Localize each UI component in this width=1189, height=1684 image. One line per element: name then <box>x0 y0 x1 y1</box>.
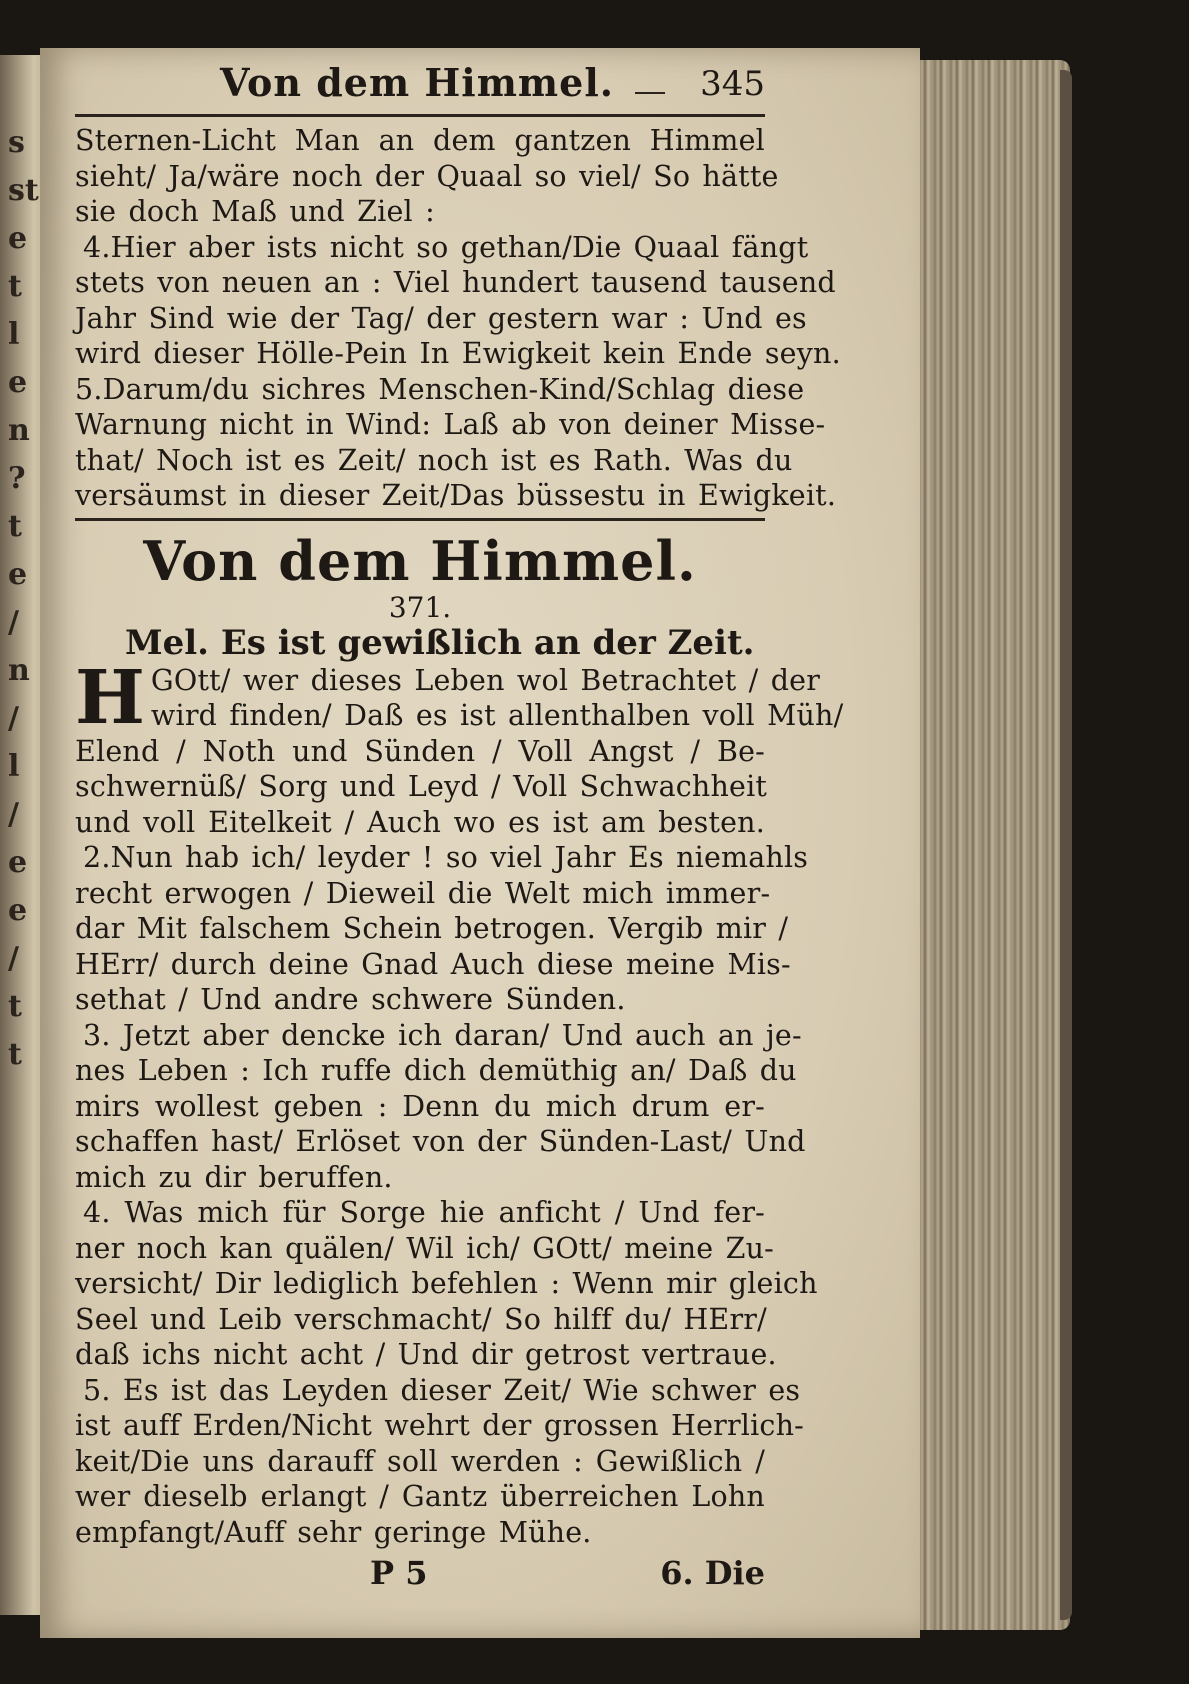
text-line: wer dieselb erlangt / Gantz überreichen Lohn <box>75 1480 765 1513</box>
text-line: stets von neuen an : Viel hundert tausend tausend <box>75 266 836 299</box>
facing-page-fragment: l <box>8 749 20 784</box>
facing-page-fragment: ? <box>8 461 26 496</box>
verse-5 <box>75 1373 804 1551</box>
text-line: mich zu dir beruffen. <box>75 1160 393 1194</box>
page-content <box>75 60 844 1598</box>
text-line: ist auff Erden/Nicht wehrt der grossen Herrlich- <box>75 1409 804 1442</box>
facing-page-fragment: t <box>8 989 22 1024</box>
catchword: 6. Die <box>660 1554 765 1592</box>
facing-page-fragment: n <box>8 413 30 448</box>
running-title: Von dem Himmel. <box>220 60 614 105</box>
facing-page-fragment: / <box>8 605 19 640</box>
text-line: schwernüß/ Sorg und Leyd / Voll Schwachheit <box>75 770 768 803</box>
page-header <box>75 60 765 110</box>
facing-page-fragment: e <box>8 845 28 880</box>
facing-page-fragment: l <box>8 317 20 352</box>
text-line: sie doch Maß und Ziel : <box>75 195 435 228</box>
text-line: sethat / Und andre schwere Sünden. <box>75 983 626 1016</box>
verse-2 <box>75 840 809 1018</box>
page-block-edge <box>900 60 1070 1630</box>
text-line: GOtt/ wer dieses Leben wol Betrachtet / der <box>150 663 821 697</box>
facing-page-fragment: e <box>8 221 28 256</box>
facing-page-fragment: e <box>8 893 28 928</box>
facing-page-fragment: t <box>8 1037 22 1072</box>
text-line: versäumst in dieser Zeit/Das büssestu in Ewigkeit. <box>75 479 837 512</box>
page-number: 345 <box>700 64 765 104</box>
facing-page-fragment: / <box>8 701 19 736</box>
text-line: wird dieser Hölle-Pein In Ewigkeit kein Ende seyn. <box>75 337 841 370</box>
facing-page-fragment: / <box>8 797 19 832</box>
text-line: Elend / Noth und Sünden / Voll Angst / Be- <box>75 734 765 768</box>
text-line: recht erwogen / Dieweil die Welt mich immer- <box>75 876 771 910</box>
text-line: 2.Nun hab ich/ leyder ! so viel Jahr Es niemahls <box>83 841 809 874</box>
text-line: 4. Was mich für Sorge hie anficht / Und fer- <box>83 1196 765 1229</box>
facing-page-fragment: t <box>8 269 22 304</box>
text-line: und voll Eitelkeit / Auch wo es ist am besten. <box>75 805 765 839</box>
facing-page-fragment: e <box>8 365 28 400</box>
facing-page-fragment: t <box>8 509 22 544</box>
facing-page-fragment: st <box>8 173 39 208</box>
verse-3 <box>75 1018 806 1196</box>
text-line: daß ichs nicht acht / Und dir getrost vertraue. <box>75 1338 777 1371</box>
text-line: schaffen hast/ Erlöset von der Sünden-Last/ Und <box>75 1125 806 1158</box>
facing-page-fragment: / <box>8 941 19 976</box>
header-dash <box>635 92 665 94</box>
melody-line: Mel. Es ist gewißlich an der Zeit. <box>125 622 755 663</box>
text-line: mirs wollest geben : Denn du mich drum er- <box>75 1089 765 1123</box>
hymn-number: 371. <box>388 590 452 624</box>
header-rule <box>75 114 765 117</box>
page-footer <box>75 1554 765 1598</box>
continuation-block <box>75 123 841 514</box>
text-line: ner noch kan quälen/ Wil ich/ GOtt/ meine Zu- <box>75 1231 775 1265</box>
text-line: sieht/ Ja/wäre noch der Quaal so viel/ So hätte <box>75 159 779 193</box>
text-line: Seel und Leib verschmacht/ So hilff du/ HErr/ <box>75 1302 767 1336</box>
facing-page-fragment: e <box>8 557 28 592</box>
verse-1 <box>75 654 844 841</box>
text-line: 3. Jetzt aber dencke ich daran/ Und auch an je- <box>83 1018 802 1052</box>
text-line: Sternen-Licht Man an dem gantzen Himmel <box>75 124 765 157</box>
text-line: 5. Es ist das Leyden dieser Zeit/ Wie schwer es <box>83 1373 801 1407</box>
text-line: keit/Die uns darauff soll werden : Gewißlich / <box>75 1444 765 1478</box>
section-rule <box>75 518 765 521</box>
text-line: 4.Hier aber ists nicht so gethan/Die Quaal fängt <box>83 230 809 264</box>
text-line: that/ Noch ist es Zeit/ noch ist es Rath. Was du <box>75 443 793 477</box>
text-line: dar Mit falschem Schein betrogen. Vergib mir / <box>75 912 789 945</box>
book-cover-edge <box>1060 70 1072 1620</box>
text-line: Jahr Sind wie der Tag/ der gestern war : Und es <box>75 301 807 335</box>
section-title: Von dem Himmel. <box>143 528 697 593</box>
drop-cap: H <box>75 654 145 741</box>
text-line: HErr/ durch deine Gnad Auch diese meine Mis- <box>75 947 791 981</box>
text-line: 5.Darum/du sichres Menschen-Kind/Schlag diese <box>75 372 805 406</box>
text-line: empfangt/Auff sehr geringe Mühe. <box>75 1515 592 1549</box>
text-line: wird finden/ Daß es ist allenthalben voll Müh/ <box>150 699 844 732</box>
verse-4 <box>75 1195 818 1373</box>
facing-page-fragment: n <box>8 653 30 688</box>
text-line: Warnung nicht in Wind: Laß ab von deiner Misse- <box>75 408 826 441</box>
text-line: versicht/ Dir lediglich befehlen : Wenn mir gleich <box>75 1267 818 1300</box>
signature-mark: P 5 <box>370 1554 428 1592</box>
facing-page-fragment: s <box>8 125 25 160</box>
text-line: nes Leben : Ich ruffe dich demüthig an/ Daß du <box>75 1054 797 1087</box>
